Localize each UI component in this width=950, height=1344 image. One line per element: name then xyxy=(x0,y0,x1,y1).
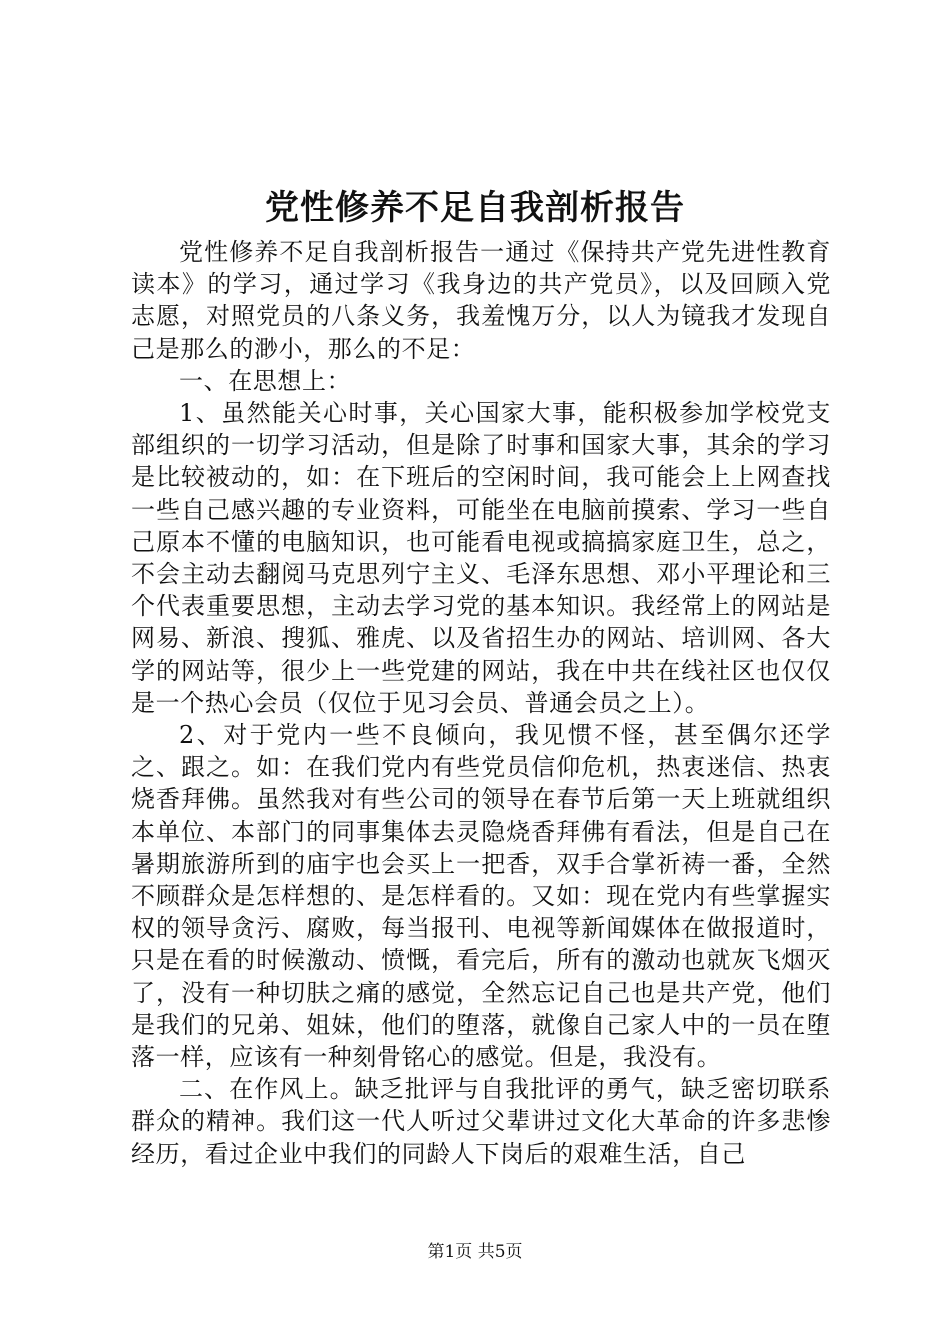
document-body xyxy=(131,236,831,1170)
document-title: 党性修养不足自我剖析报告 xyxy=(265,188,685,228)
paragraph-style: 二、在作风上。缺乏批评与自我批评的勇气，缺乏密切联系群众的精神。我们这一代人听过父辈讲过文化大革命的许多悲惨经历，看过企业中我们的同龄人下岗后的艰难生活，自己 xyxy=(131,1075,831,1168)
page-footer: 第1页 共5页 xyxy=(427,1242,523,1262)
section-heading-thought: 一、在思想上： xyxy=(179,366,352,395)
paragraph-thought-2: 2、对于党内一些不良倾向，我见惯不怪，甚至偶尔还学之、跟之。如：在我们党内有些党员信仰危机，热衷迷信、热衷烧香拜佛。虽然我对有些公司的领导在春节后第一天上班就组织本单位、本部门的同事集体去灵隐烧香拜佛有看法，但是自己在暑期旅游所到的庙宇也会买上一把香，双手合掌祈祷一番，全然不顾群众是怎样想的、是怎样看的。又如：现在党内有些掌握实权的领导贪污、腐败，每当报刊、电视等新闻媒体在做报道时，只是在看的时候激动、愤慨，看完后，所有的激动也就灰飞烟灭了，没有一种切肤之痛的感觉，全然忘记自己也是共产党，他们是我们的兄弟、姐妹，他们的堕落，就像自己家人中的一员在堕落一样，应该有一种刻骨铭心的感觉。但是，我没有。 xyxy=(131,721,831,1072)
paragraph-thought-1: 1、虽然能关心时事，关心国家大事，能积极参加学校党支部组织的一切学习活动，但是除了时事和国家大事，其余的学习是比较被动的，如：在下班后的空闲时间，我可能会上上网查找一些自己感兴趣的专业资料，可能坐在电脑前摸索、学习一些自己原本不懂的电脑知识，也可能看电视或搞搞家庭卫生，总之，不会主动去翻阅马克思列宁主义、毛泽东思想、邓小平理论和三个代表重要思想，主动去学习党的基本知识。我经常上的网站是网易、新浪、搜狐、雅虎、以及省招生办的网站、培训网、各大学的网站等，很少上一些党建的网站，我在中共在线社区也仅仅是一个热心会员（仅位于见习会员、普通会员之上）。 xyxy=(131,399,831,717)
paragraph-intro: 党性修养不足自我剖析报告一通过《保持共产党先进性教育读本》的学习，通过学习《我身边的共产党员》，以及回顾入党志愿，对照党员的八条义务，我羞愧万分，以人为镜我才发现自己是那么的渺小，那么的不足： xyxy=(131,238,831,363)
